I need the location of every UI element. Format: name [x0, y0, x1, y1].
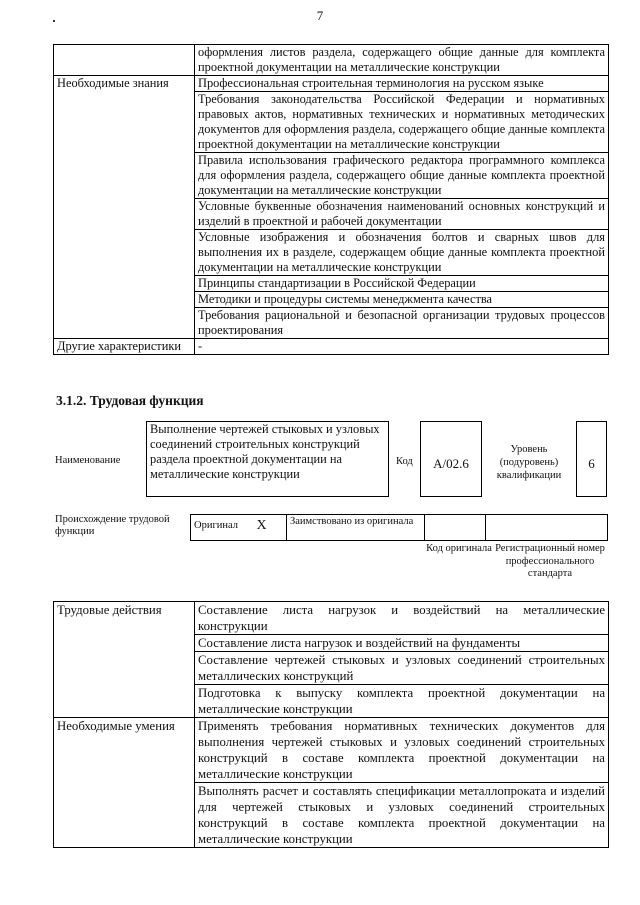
- row-item: Профессиональная строительная терминология на русском языке: [195, 76, 609, 92]
- row-item: Условные буквенные обозначения наименований основных конструкций и изделий в проектной и рабочей документации: [195, 199, 609, 230]
- code-original-label: Код оригинала: [426, 543, 492, 554]
- qualification-level-box: 6: [576, 421, 607, 497]
- knowledge-table: [53, 44, 609, 355]
- table-row: [54, 45, 609, 76]
- row-label: Необходимые умения: [54, 718, 195, 848]
- function-code-box: A/02.6: [420, 421, 482, 497]
- page-number: 7: [316, 8, 324, 23]
- table-row: [54, 76, 609, 92]
- code-original-cell: [425, 515, 486, 541]
- code-label: Код: [396, 456, 413, 467]
- origin-label: Происхождение трудовой функции: [55, 514, 170, 537]
- row-label: Другие характеристики: [54, 339, 195, 355]
- row-item: Составление листа нагрузок и воздействий на металлические конструкции: [195, 602, 609, 635]
- row-item: Составление чертежей стыковых и узловых соединений строительных металлических конструкций: [195, 652, 609, 685]
- row-item: Правила использования графического редактора программного комплекса для оформления раздела, содержащего общие данные комплекта проектной документации на металлические конструкции: [195, 153, 609, 199]
- actions-table-body: [54, 602, 609, 848]
- reg-number-label: Регистрационный номер профессионального стандарта: [495, 543, 605, 579]
- row-label: [54, 45, 195, 76]
- row-item: Составление листа нагрузок и воздействий на фундаменты: [195, 635, 609, 652]
- row-label: Необходимые знания: [54, 76, 195, 339]
- table-row: [54, 718, 609, 783]
- original-label: Оригинал: [191, 515, 245, 541]
- row-item: Требования рациональной и безопасной организации трудовых процессов проектирования: [195, 308, 609, 339]
- row-item: Условные изображения и обозначения болтов и сварных швов для выполнения их в разделе, содержащем общие данные комплекта проектной документации на металлические конструкции: [195, 230, 609, 276]
- row-item: Требования законодательства Российской Федерации и нормативных правовых актов, нормативных технических и нормативных методических документов для оформления раздела, содержащего общие данные комплекта проектной документации на металлические конструкции: [195, 92, 609, 153]
- actions-table: [53, 601, 609, 848]
- section-heading: 3.1.2. Трудовая функция: [56, 393, 204, 408]
- scan-dot: [53, 20, 55, 22]
- row-item: Выполнять расчет и составлять спецификации металлопроката и изделий для чертежей стыковых и узловых соединений строительных конструкций в составе комплекта проектной документации на металлические конструкции: [195, 783, 609, 848]
- knowledge-table-body: [54, 45, 609, 355]
- reg-number-cell: [486, 515, 608, 541]
- row-item: оформления листов раздела, содержащего общие данные для комплекта проектной документации на металлические конструкции: [195, 45, 609, 76]
- row-item: -: [195, 339, 609, 355]
- row-item: Подготовка к выпуску комплекта проектной документации на металлические конструкции: [195, 685, 609, 718]
- level-label: Уровень (подуровень) квалификации: [496, 444, 562, 481]
- original-mark: X: [245, 515, 287, 541]
- table-row: [54, 339, 609, 355]
- table-row: [54, 602, 609, 635]
- row-item: Принципы стандартизации в Российской Федерации: [195, 276, 609, 292]
- borrowed-label: Заимствовано из оригинала: [287, 515, 425, 541]
- row-item: Методики и процедуры системы менеджмента качества: [195, 292, 609, 308]
- name-label: Наименование: [55, 455, 121, 466]
- origin-row: [190, 514, 608, 541]
- row-label: Трудовые действия: [54, 602, 195, 718]
- row-item: Применять требования нормативных технических документов для выполнения чертежей стыковых и узловых соединений строительных конструкций в составе комплекта проектной документации на металлические конструкции: [195, 718, 609, 783]
- function-name-box: Выполнение чертежей стыковых и узловых соединений строительных конструкций раздела проектной документации на металлические конструкции: [146, 421, 389, 497]
